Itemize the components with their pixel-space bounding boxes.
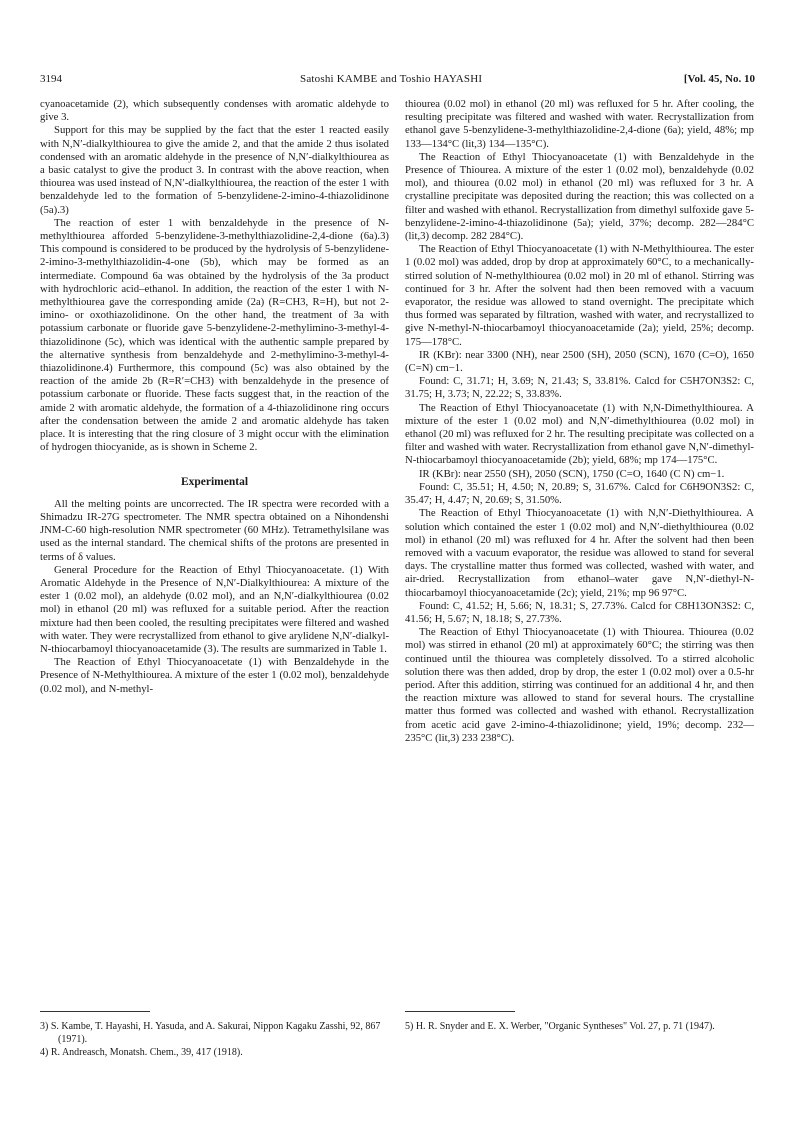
ir-data: IR (KBr): near 3300 (NH), near 2500 (SH), 2050 (SCN), 1670 (C=O), 1650 (C=N) cm−1.	[405, 348, 754, 375]
experimental-paragraph: All the melting points are uncorrected. The IR spectra were recorded with a Shimadzu IR-27G spectrometer. The NMR spectra obtained on a Nihondenshi JNM-C-60 high-resolution NMR spectrometer (60 MHz). Tetramethylsilane was used as the internal standard. The chemical shifts of the protons are presented in terms of δ values.	[40, 497, 389, 563]
analysis-data: Found: C, 35.51; H, 4.50; N, 20.89; S, 31.67%. Calcd for C6H9ON3S2: C, 35.47; H, 4.47; N, 20.69; S, 31.50%.	[405, 480, 754, 507]
running-header	[0, 73, 793, 89]
page-number: 3194	[40, 73, 62, 85]
section-heading-experimental: Experimental	[180, 476, 249, 489]
body-paragraph: Support for this may be supplied by the fact that the ester 1 reacted easily with N,N′-dialkylthiourea to give the amide 2, and that the amide 2 thus isolated condensed with an aromatic aldehyde in the presence of N,N′-dialkylthiourea as a basic catalyst to give the product 3. In contrast with the above reaction, when thiourea was used instead of N,N′-dialkylthiourea, the reaction of the ester 1 with benzaldehyde led to the formation of 5-benzylidene-2-imino-4-thiazolidinone (5a).3)	[40, 124, 389, 216]
running-authors: Satoshi KAMBE and Toshio HAYASHI	[300, 73, 483, 85]
body-paragraph: The Reaction of Ethyl Thiocyanoacetate (1) with Benzaldehyde in the Presence of Thiourea. A mixture of the ester 1 (0.02 mol), benzaldehyde (0.02 mol), and thiourea (0.02 mol) in ethanol (20 ml) was refluxed for 3 hr. A crystalline precipitate was deposited during the reaction; this was collected on a filter and washed with ethanol. Recrystallization from dimethyl sulfoxide gave 5-benzylidene-2-imino-4-thiazolidinone (5a); yield, 37%; decomp. 282—284°C (lit,3) decomp. 282 284°C).	[405, 150, 754, 243]
footnotes-right	[405, 1020, 754, 1033]
footnotes-left	[40, 1020, 389, 1059]
analysis-data: Found: C, 31.71; H, 3.69; N, 21.43; S, 33.81%. Calcd for C5H7ON3S2: C, 31.75; H, 3.73; N, 22.22; S, 33.83%.	[405, 375, 754, 401]
body-paragraph: thiourea (0.02 mol) in ethanol (20 ml) was refluxed for 5 hr. After cooling, the resulting precipitate was filtered and washed with water. Recrystallization from ethanol gave 5-benzylidene-3-methylthiazolidine-2,4-dione (6a); yield, 48%; mp 133—134°C (lit,3) 134—135°C).	[405, 98, 754, 150]
footnote: 3) S. Kambe, T. Hayashi, H. Yasuda, and A. Sakurai, Nippon Kagaku Zasshi, 92, 867 (1971).	[40, 1021, 381, 1045]
footnote: 4) R. Andreasch, Monatsh. Chem., 39, 417 (1918).	[40, 1047, 243, 1058]
analysis-data: Found: C, 41.52; H, 5.66; N, 18.31; S, 27.73%. Calcd for C8H13ON3S2: C, 41.56; H, 5.67; N, 18.18; S, 27.73%.	[405, 599, 754, 625]
body-paragraph: The Reaction of Ethyl Thiocyanoacetate (1) with N,N-Dimethylthiourea. A mixture of the ester 1 (0.02 mol) and N,N′-dimethylthiourea (0.02 mol) in ethanol (20 ml) was refluxed for 2 hr. The resulting precipitate was collected on a filter and washed with water. Recrystallization from ethanol gave N,N′-dimethyl-N-thiocarbamoyl thiocyanoacetamide (2b); yield, 68%; mp 174—175°C.	[405, 401, 754, 467]
footnote-rule	[40, 1011, 150, 1012]
body-paragraph: The reaction of ester 1 with benzaldehyde in the presence of N-methylthiourea afforded 5-benzylidene-3-methylthiazolidine-2,4-dione (6a).3) This compound is considered to be produced by the hydrolysis of 5-benzylidene-2-imino-3-methylthiazolidin-4-one (5b), which may be formed as an intermediate. Compound 6a was obtained by the hydrolysis of the 3a product with hydrochloric acid–ethanol. In addition, the reaction of the ester 1 with N-methylthiourea gave the corresponding amide (2a) (R=CH3, R=H), but not 2-imino- or oxothiazolidinone. On the other hand, the treatment of 3a with potassium carbonate or fluoride gave 5-benzylidene-2-methylimino-3-methyl-4-thiazolidinone (5c), which was identical with the authentic sample prepared by the alternative synthesis from benzaldehyde and 2-methylimino-3-methyl-4-thiazolidinone.4) Furthermore, this compound (5c) was also obtained by the reaction of the amide 2b (R=R′=CH3) with benzaldehyde in the presence of potassium carbonate or fluoride. These facts suggest that, in the reaction of the amide 2 with aromatic aldehyde, the formation of a 4-thiazolidinone ring occurs after the condensation between the amide 2 and aromatic aldehyde has taken place. It is interesting that the ring closure of 3 might occur with the elimination of hydrogen thiocyanide, as is shown in Scheme 2.	[40, 216, 389, 454]
body-paragraph: The Reaction of Ethyl Thiocyanoacetate (1) with Thiourea. Thiourea (0.02 mol) was stirred in ethanol (20 ml) at approximately 60°C; the stirring was then continued until the thiourea was completely dissolved. To a stirred alcoholic solution there was then added, drop by drop, the ester 1 (0.02 mol) over a 0.5-hr period. After this addition, stirring was continued for an additional 4 hr, and then the reaction mixture was allowed to stand for several hours. The crystalline matter thus formed was collected and washed with ethanol. Recrystallization from acetic acid gave 2-imino-4-thiazolidinone; yield, 19%; decomp. 232—235°C (lit,3) 233 238°C).	[405, 626, 754, 744]
body-paragraph: The Reaction of Ethyl Thiocyanoacetate (1) with N,N′-Diethylthiourea. A solution which contained the ester 1 (0.02 mol) and N,N′-diethylthiourea (0.02 mol) in ethanol (20 ml) was refluxed for 4 hr. After the solvent had then been removed with a vacuum evaporator, the residue was allowed to stand for several days. The crystalline matter thus formed was collected, washed with water, and air-dried. Recrystallization from ethanol–water gave N,N′-diethyl-N-thiocarbamoyl thiocyanoacetamide (2c); yield, 21%; mp 96 97°C.	[405, 507, 754, 599]
footnote: 5) H. R. Snyder and E. X. Werber, "Organic Syntheses" Vol. 27, p. 71 (1947).	[405, 1021, 715, 1032]
volume-info: [Vol. 45, No. 10	[683, 73, 755, 85]
body-paragraph: The Reaction of Ethyl Thiocyanoacetate (1) with N-Methylthiourea. The ester 1 (0.02 mol) was added, drop by drop at approximately 60°C, to a mechanically-stirred solution of N-methylthiourea (0.02 mol) in 20 ml of ethanol. Stirring was continued for 3 hr. After the solvent had then been removed with a vacuum evaporator, the residue was allowed to stand overnight. The precipitate which thus formed was separated by filtration, washed with water, and recrystallized to give N-methyl-N-thiocarbamoyl thiocyanoacetamide (2a); yield, 25%; decomp. 175—178°C.	[405, 243, 754, 348]
body-paragraph: cyanoacetamide (2), which subsequently condenses with aromatic aldehyde to give 3.	[40, 98, 389, 124]
right-column	[405, 98, 754, 745]
ir-data: IR (KBr): near 2550 (SH), 2050 (SCN), 1750 (C=O, 1640 (C N) cm−1.	[419, 467, 725, 480]
footnote-rule	[405, 1011, 515, 1012]
experimental-paragraph: General Procedure for the Reaction of Ethyl Thiocyanoacetate. (1) With Aromatic Aldehyde in the Presence of N,N′-Dialkylthiourea: A mixture of the ester 1 (0.02 mol), an aldehyde (0.02 mol), and an N,N′-dialkylthiourea (0.02 mol) in ethanol (20 ml) was refluxed for a suitable period. After the reaction mixture had then been cooled, the resulting precipitates were filtered and washed with water. They were recrystallized from ethanol to give arylidene N,N′-dialkyl-N-thiocarbamoyl thiocyanoacetamide (3). The results are summarized in Table 1.	[40, 563, 389, 655]
experimental-paragraph: The Reaction of Ethyl Thiocyanoacetate (1) with Benzaldehyde in the Presence of N-Methylthiourea. A mixture of the ester 1 (0.02 mol), benzaldehyde (0.02 mol), and N-methyl-	[40, 656, 389, 695]
left-column	[40, 98, 389, 696]
